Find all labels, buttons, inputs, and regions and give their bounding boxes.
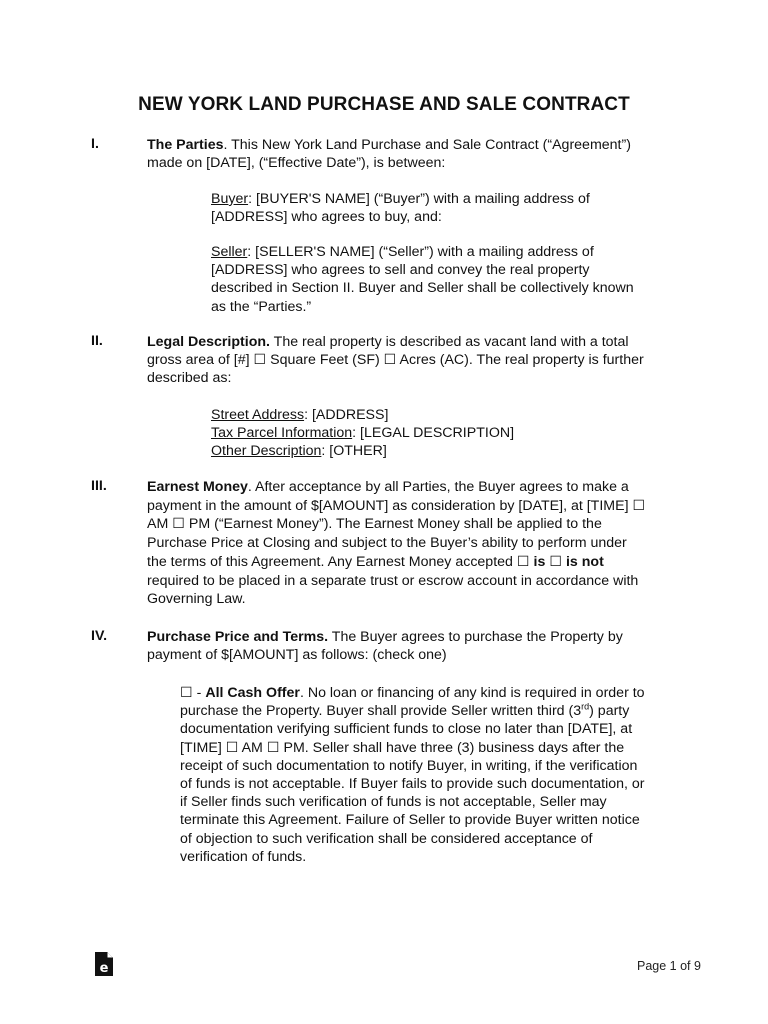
section-heading-legal: Legal Description. xyxy=(147,334,270,350)
seller-paragraph: Seller: [SELLER'S NAME] (“Seller”) with a mailing address of [ADDRESS] who agrees to sell and convey the real property described in Section II. Buyer and Seller shall be collectively known as the “Parties.” xyxy=(211,244,634,315)
eforms-logo-icon xyxy=(94,951,114,977)
tax-parcel-label: Tax Parcel Information xyxy=(211,425,353,442)
section-number-parties: I. xyxy=(91,136,99,152)
all-cash-offer-checkbox: ☐ - xyxy=(180,685,206,701)
document-title: NEW YORK LAND PURCHASE AND SALE CONTRACT xyxy=(138,94,630,115)
section-number-legal: II. xyxy=(91,333,103,349)
section-heading-parties: The Parties xyxy=(147,137,224,153)
section-heading-earnest: Earnest Money xyxy=(147,479,248,495)
seller-label: Seller xyxy=(211,244,248,260)
section-price-paragraph: Purchase Price and Terms. The Buyer agrees to purchase the Property by payment of $[AMOUNT] as follows: (check one) xyxy=(147,629,623,664)
all-cash-offer-heading: All Cash Offer xyxy=(205,685,300,701)
legal-details: Street Address: [ADDRESS] Tax Parcel Information: [LEGAL DESCRIPTION] Other Description: [OTHER] xyxy=(211,407,515,460)
buyer-label: Buyer xyxy=(211,191,249,207)
section-number-earnest: III. xyxy=(91,478,107,494)
section-earnest-paragraph: Earnest Money. After acceptance by all Parties, the Buyer agrees to make a payment in the amount of $[AMOUNT] as consideration by [DATE], at [TIME] ☐ AM ☐ PM (“Earnest Money”). The Earnest Money shall be applied to the Purchase Price at Closing and subject to the Buyer’s ability to perform under the terms of this Agreement. Any Earnest Money accepted ☐ is ☐ is not required to be placed in a separate trust or escrow account in accordance with Governing Law. xyxy=(147,479,646,608)
section-legal-paragraph: Legal Description. The real property is described as vacant land with a total gross area of [#] ☐ Square Feet (SF) ☐ Acres (AC). The real property is further described as: xyxy=(147,334,644,387)
section-parties-paragraph: The Parties. This New York Land Purchase and Sale Contract (“Agreement”) made on [DATE], (“Effective Date”), is between: xyxy=(147,137,631,172)
all-cash-offer-paragraph: ☐ - All Cash Offer. No loan or financing of any kind is required in order to purchase the Property. Buyer shall provide Seller written third (3rd) party documentation verifying sufficient funds to close no later than [DATE], at [TIME] ☐ AM ☐ PM. Seller shall have three (3) business days after the receipt of such documentation to notify Buyer, in writing, if the verification of funds is not acceptable. If Buyer fails to provide such documentation, or if Seller finds such verification of funds is not acceptable, Seller may terminate this Agreement. Failure of Seller to provide Buyer written notice of objection to such verification shall be considered acceptance of verification of funds. xyxy=(180,685,645,865)
section-number-price: IV. xyxy=(91,628,108,644)
section-heading-price: Purchase Price and Terms. xyxy=(147,629,329,645)
buyer-paragraph: Buyer: [BUYER'S NAME] (“Buyer”) with a mailing address of [ADDRESS] who agrees to buy, and: xyxy=(211,191,590,226)
other-description-label: Other Description xyxy=(211,443,322,460)
page-number: Page 1 of 9 xyxy=(637,959,701,973)
street-address-label: Street Address xyxy=(211,407,305,423)
svg-text:e: e xyxy=(99,961,109,976)
